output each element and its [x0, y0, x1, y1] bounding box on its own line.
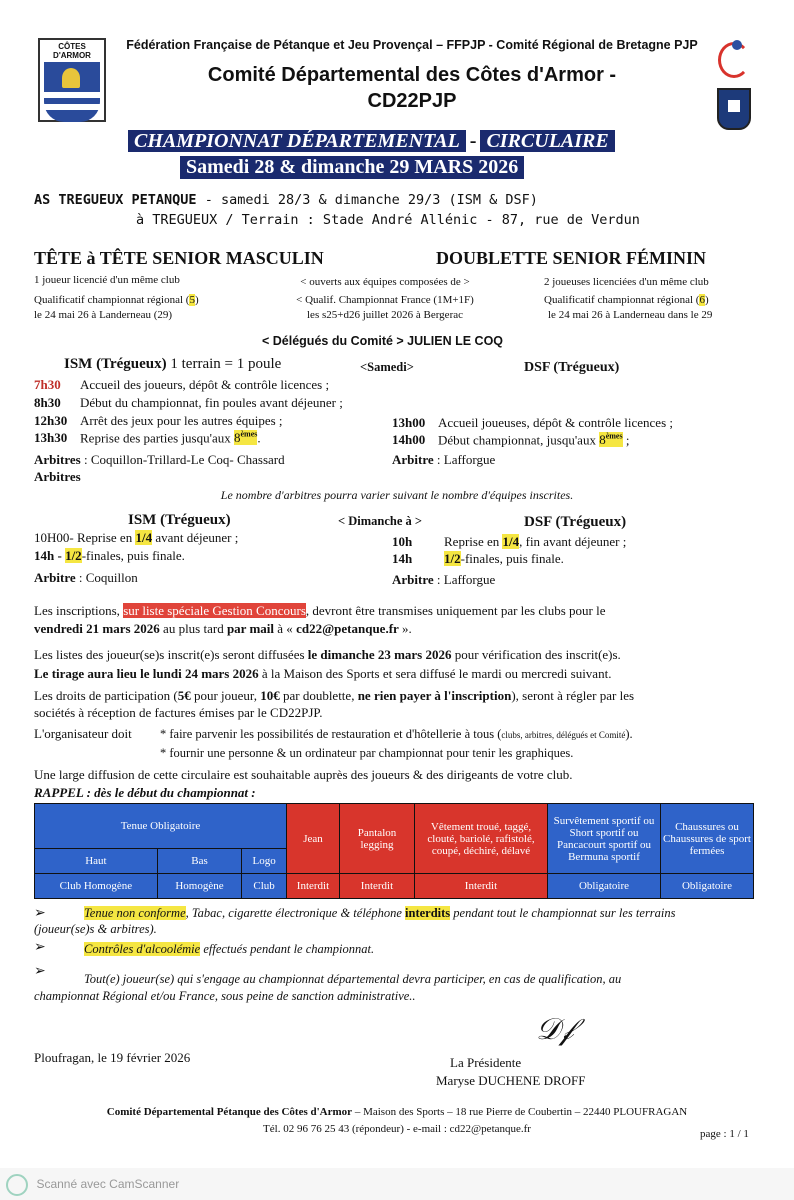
insc-p5b: 5€ — [177, 688, 191, 703]
dress-code-table — [34, 803, 754, 899]
venue-place: à TREGUEUX / Terrain : Stade André Allénic - 87, rue de Verdun — [136, 212, 640, 228]
right-category-date: le 24 mai 26 à Landerneau dans le 29 — [548, 309, 713, 321]
sat-arb-right-label: Arbitre — [392, 452, 434, 467]
insc-email[interactable]: cd22@petanque.fr — [296, 621, 399, 636]
sun-r2b: -finales, puis finale. — [460, 551, 564, 566]
org-p7c: clubs, arbitres, délégués et Comité — [501, 730, 626, 740]
sat-r2-end: ; — [622, 432, 630, 448]
sun-arb-right-name: : Lafforgue — [433, 572, 496, 587]
organisateur-label: L'organisateur doit — [34, 726, 132, 741]
sun-arbitre-right — [392, 572, 495, 588]
sat-arb-right-name: : Lafforgue — [433, 452, 496, 467]
sat-l3-time: 12h30 — [34, 413, 68, 428]
right-qual-num: 6 — [699, 294, 705, 306]
insc-p5g: ), seront à régler par les — [511, 688, 635, 703]
inscriptions-line1 — [34, 603, 764, 619]
sun-ism-title: ISM (Trégueux) — [128, 512, 231, 528]
sat-l2-text: Début du championnat, fin poules avant déjeuner ; — [80, 395, 343, 410]
bullet1-line1 — [84, 906, 764, 921]
org-p7b: * faire parvenir les possibilités de restauration et d'hôtellerie à tous ( — [160, 727, 502, 741]
sat-l4-text: Reprise des parties jusqu'aux — [80, 430, 234, 446]
sun-line1 — [34, 530, 238, 546]
mid-category-line1: < ouverts aux équipes composées de > — [300, 276, 470, 288]
sat-r2-sup: èmes — [605, 432, 623, 441]
sat-l1-time: 7h30 — [34, 377, 61, 392]
sat-r1-time: 13h00 — [392, 415, 426, 430]
sat-r1-text: Accueil joueuses, dépôt & contrôle licences ; — [438, 415, 674, 430]
sun-r1-time: 10h — [392, 534, 413, 549]
left-category-qual — [34, 294, 199, 306]
left-category-title: TÊTE à TÊTE SENIOR MASCULIN — [34, 248, 324, 268]
sun-dsf-title: DSF (Trégueux) — [524, 514, 627, 530]
insc-p4b: lundi 24 mars 2026 — [152, 666, 259, 681]
b1-hl: Tenue non conforme — [84, 906, 186, 920]
insc-p3a: Les listes des joueur(se)s inscrit(e)s seront diffusées — [34, 647, 308, 662]
president-title: La Présidente — [450, 1055, 522, 1070]
haut-value: Club Homogène — [35, 874, 158, 899]
insc-p3c: pour vérification des inscrit(e)s. — [451, 647, 621, 662]
insc-p4a: Le tirage aura lieu le — [34, 666, 153, 681]
arrow-icon: ➢ — [34, 906, 46, 921]
address-line — [0, 1106, 794, 1118]
sat-ism-label: ISM (Trégueux) — [64, 356, 167, 372]
addr-b: – Maison des Sports – 18 rue Pierre de Coubertin – 22440 PLOUFRAGAN — [352, 1106, 688, 1118]
sun-r2-hl: 1/2 — [444, 551, 461, 566]
sat-right-line2 — [392, 432, 629, 448]
insc-p2c: par mail — [226, 621, 275, 636]
b1a: , Tabac, cigarette électronique & téléphone — [185, 906, 406, 920]
sat-dsf-title: DSF (Trégueux) — [524, 360, 620, 375]
arrow-icon: ➢ — [34, 940, 46, 955]
sat-l1-text: Accueil des joueurs, dépôt & contrôle licences ; — [80, 377, 330, 392]
bretagne-blason-icon — [717, 88, 751, 130]
mid-category-line2: < Qualif. Championnat France (1M+1F) — [296, 294, 474, 306]
logo-caption: CÔTES D'ARMOR — [53, 42, 91, 60]
left-qual-text: Qualificatif championnat régional ( — [34, 294, 190, 306]
rappel-line: RAPPEL : dès le début du championnat : — [34, 785, 256, 800]
sun-r1-hl: 1/4 — [502, 534, 520, 549]
insc-p5c: pour joueur, — [190, 688, 261, 703]
left-category-date: le 24 mai 26 à Landerneau (29) — [34, 309, 173, 321]
insc-p5d: 10€ — [260, 688, 280, 703]
organisateur-line1 — [160, 727, 633, 742]
insc-p4c: à la Maison des Sports et sera diffusé le mardi ou mercredi suivant. — [258, 666, 612, 681]
shield-icon — [44, 62, 100, 122]
banner-dates: Samedi 28 & dimanche 29 MARS 2026 — [180, 156, 524, 179]
insc-p5f: ne rien payer à l'inscription — [357, 688, 512, 703]
sat-line3 — [34, 413, 283, 429]
insc-p1a: Les inscriptions, — [34, 603, 124, 618]
sat-l4-end: . — [257, 430, 261, 446]
insc-p5e: par doublette, — [279, 688, 358, 703]
sat-l4-sup: èmes — [240, 430, 258, 439]
bullet3-line1: Tout(e) joueur(se) qui s'engage au championnat départemental devra participer, en cas de qualification, au — [84, 972, 622, 986]
insc-p3b: le dimanche 23 mars 2026 — [307, 647, 452, 662]
insc-p2f: ». — [398, 621, 412, 636]
right-category-title: DOUBLETTE SENIOR FÉMININ — [436, 248, 707, 268]
survetement-value: Obligatoire — [548, 874, 661, 899]
sat-arb-label: Arbitres — [34, 452, 81, 467]
page-number: page : 1 / 1 — [700, 1128, 749, 1140]
insc-p1-hl: sur liste spéciale Gestion Concours — [123, 603, 306, 618]
rooster-icon — [712, 38, 756, 82]
vetement-value: Interdit — [415, 874, 548, 899]
right-qual-end: ) — [704, 294, 709, 306]
signature-icon: 𝒟𝒻 — [536, 1012, 574, 1047]
sat-arbitres-left2: Arbitres — [34, 469, 81, 484]
sun-right-line1 — [392, 534, 626, 550]
sat-day-label: <Samedi> — [360, 360, 414, 374]
sat-line2 — [34, 395, 343, 411]
sun-r2-time: 14h — [392, 551, 413, 566]
sun-l1b: avant déjeuner ; — [152, 530, 239, 545]
inscriptions-line4 — [34, 666, 764, 682]
vetement-header: Vêtement troué, taggé, clouté, bariolé, rafistolé, coupé, déchiré, délavé — [415, 804, 548, 874]
sat-l4-hl: 8 — [233, 430, 241, 446]
arbitres-note: Le nombre d'arbitres pourra varier suivant le nombre d'équipes inscrites. — [220, 488, 574, 502]
inscriptions-line2 — [34, 621, 412, 637]
sat-line1 — [34, 377, 329, 393]
pantalon-header: Pantalon legging — [340, 804, 415, 874]
sun-l1a: 10H00- Reprise en — [34, 530, 136, 545]
right-category-line1: 2 joueuses licenciées d'un même club — [544, 276, 709, 288]
mid-category-line3: les s25+d26 juillet 2026 à Bergerac — [307, 309, 463, 321]
b1b: pendant tout le championnat sur les terrains — [450, 906, 676, 920]
insc-p2d: à « — [274, 621, 297, 636]
survetement-header: Survêtement sportif ou Short sportif ou Pancacourt sportif ou Bermuna sportif — [548, 804, 661, 874]
b1-hl2: interdits — [405, 906, 451, 920]
sat-r2-time: 14h00 — [392, 432, 426, 448]
insc-p5a: Les droits de participation ( — [34, 688, 178, 703]
scanner-footer — [0, 1168, 794, 1200]
left-qual-end: ) — [194, 294, 199, 306]
sun-l2a: 14h - — [34, 548, 66, 563]
addr-a: Comité Départemental Pétanque des Côtes d'Armor — [106, 1106, 353, 1118]
sat-arbitres-left — [34, 452, 285, 468]
ffpjp-logo — [712, 38, 756, 126]
sat-arb-names: : Coquillon-Trillard-Le Coq- Chassard — [80, 452, 285, 467]
insc-p2b: au plus tard — [159, 621, 227, 636]
insc-p2a: vendredi 21 mars 2026 — [34, 621, 160, 636]
inscriptions-line5 — [34, 688, 764, 704]
sat-l4-time: 13h30 — [34, 430, 68, 446]
delegues-line: < Délégués du Comité > JULIEN LE COQ — [262, 334, 504, 348]
sat-line4 — [34, 430, 261, 446]
sat-arbitre-right — [392, 452, 495, 468]
banner-part2: CIRCULAIRE — [480, 130, 614, 152]
sun-arb-right-label: Arbitre — [392, 572, 434, 587]
cotes-darmor-logo — [38, 38, 106, 122]
banner-part1: CHAMPIONNAT DÉPARTEMENTAL — [128, 130, 466, 152]
sun-l2b: -finales, puis finale. — [81, 548, 185, 563]
committee-title: Comité Départemental des Côtes d'Armor - — [207, 64, 617, 86]
bas-value: Homogène — [157, 874, 241, 899]
place-date: Ploufragan, le 19 février 2026 — [34, 1050, 191, 1065]
sun-l2-hl: 1/2 — [65, 548, 82, 563]
arrow-icon: ➢ — [34, 964, 46, 979]
venue-club: AS TREGUEUX PETANQUE — [34, 192, 197, 208]
organisateur-line2: * fournir une personne & un ordinateur par championnat pour tenir les graphiques. — [160, 746, 574, 760]
left-qual-num: 5 — [189, 294, 195, 306]
right-category-qual — [544, 294, 709, 306]
right-qual-text: Qualificatif championnat régional ( — [544, 294, 700, 306]
sat-l2-time: 8h30 — [34, 395, 61, 410]
sun-r1a: Reprise en — [444, 534, 503, 549]
sat-l3-text: Arrêt des jeux pour les autres équipes ; — [80, 413, 283, 428]
sun-r1b: , fin avant déjeuner ; — [519, 534, 627, 549]
committee-code: CD22PJP — [367, 90, 457, 112]
inscriptions-line6: sociétés à réception de factures émises par le CD22PJP. — [34, 705, 323, 720]
sun-l1-hl: 1/4 — [135, 530, 153, 545]
left-category-line1: 1 joueur licencié d'un même club — [34, 274, 180, 286]
haut-header: Haut — [35, 849, 158, 874]
sat-r2-hl: 8 — [599, 432, 606, 448]
sat-ism-sub: 1 terrain = 1 poule — [166, 356, 282, 372]
logo-header: Logo — [242, 849, 287, 874]
sun-arbitre-left — [34, 570, 138, 586]
jean-value: Interdit — [287, 874, 340, 899]
inscriptions-line3 — [34, 647, 764, 663]
contact-line: Tél. 02 96 76 25 43 (répondeur) - e-mail : cd22@petanque.fr — [263, 1123, 531, 1135]
b2a: effectués pendant le championnat. — [200, 942, 375, 956]
bullet1-line2: (joueur(se)s & arbitres). — [34, 922, 157, 936]
venue-dates: - samedi 28/3 & dimanche 29/3 (ISM & DSF) — [196, 192, 538, 208]
sat-r2-text: Début championnat, jusqu'aux — [438, 432, 600, 448]
bullet3-line2: championnat Régional et/ou France, sous peine de sanction administrative.. — [34, 989, 416, 1003]
sun-right-line2 — [392, 551, 564, 567]
federation-line: Fédération Française de Pétanque et Jeu Provençal – FFPJP - Comité Régional de Bretagne PJP — [126, 38, 698, 52]
sun-day-label: < Dimanche à > — [338, 514, 423, 528]
jean-header: Jean — [287, 804, 340, 874]
sat-right-line1 — [392, 415, 673, 431]
diffusion-line: Une large diffusion de cette circulaire est souhaitable auprès des joueurs & des dirigeants de votre club. — [34, 767, 573, 782]
bullet2 — [84, 942, 374, 957]
banner-title — [128, 130, 688, 156]
logo-value: Club — [242, 874, 287, 899]
venue-line1 — [34, 192, 538, 208]
bas-header: Bas — [157, 849, 241, 874]
chaussures-header: Chaussures ou Chaussures de sport fermées — [661, 804, 754, 874]
tenue-header: Tenue Obligatoire — [35, 804, 287, 849]
scanner-text: Scanné avec CamScanner — [36, 1177, 180, 1191]
camscanner-icon — [6, 1174, 28, 1196]
sun-arb-left-name: : Coquillon — [75, 570, 138, 585]
chaussures-value: Obligatoire — [661, 874, 754, 899]
banner-sep: - — [469, 130, 477, 152]
sat-ism-title — [64, 356, 281, 373]
pantalon-value: Interdit — [340, 874, 415, 899]
b2-hl: Contrôles d'alcoolémie — [84, 942, 201, 956]
sun-arb-label: Arbitre — [34, 570, 76, 585]
president-name: Maryse DUCHENE DROFF — [436, 1073, 586, 1088]
org-p7d: ). — [625, 727, 633, 741]
insc-p1b: , devront être transmises uniquement par les clubs pour le — [305, 603, 606, 618]
sun-line2 — [34, 548, 185, 564]
